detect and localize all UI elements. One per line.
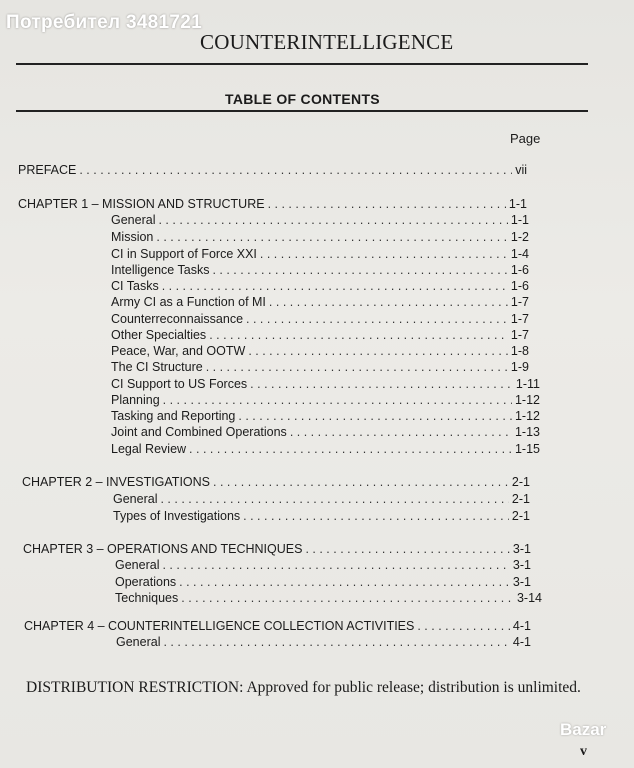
toc-entry-label: Legal Review [111, 442, 187, 456]
dot-leader [79, 162, 512, 178]
page-number: v [580, 744, 587, 759]
toc-entry-page: 3-14 [516, 591, 542, 605]
toc-entry-label: General [116, 635, 161, 649]
toc-entry-label: Peace, War, and OOTW [111, 344, 246, 358]
toc-entry-label: Joint and Combined Operations [111, 425, 287, 439]
heading-rule [16, 110, 588, 112]
toc-entry-page: 2-1 [511, 509, 530, 523]
toc-entry [111, 441, 540, 457]
toc-entry-chapter-2 [22, 474, 530, 490]
toc-entry-page: 1-2 [510, 230, 529, 244]
toc-entry-label: General [113, 492, 158, 506]
toc-entry-page: 1-7 [510, 312, 529, 326]
toc-entry [111, 424, 540, 440]
dot-leader [260, 246, 508, 262]
dot-leader [417, 618, 510, 634]
toc-entry-label: Planning [111, 393, 160, 407]
toc-entry-label: PREFACE [18, 163, 77, 177]
toc-entry [111, 327, 529, 343]
dot-leader [163, 392, 512, 408]
toc-entry [115, 557, 531, 573]
toc-entry-label: Tasking and Reporting [111, 409, 236, 423]
toc-entry-page: 1-13 [514, 425, 540, 439]
toc-entry-page: 1-11 [515, 377, 540, 391]
page-column-label: Page [510, 131, 541, 146]
toc-entry [111, 294, 529, 310]
toc-entry-page: 1-12 [514, 393, 540, 407]
toc-entry-label: CHAPTER 2 – INVESTIGATIONS [22, 475, 211, 489]
toc-entry-page: 1-7 [510, 295, 529, 309]
toc-heading: TABLE OF CONTENTS [225, 91, 380, 107]
toc-entry-label: CHAPTER 4 – COUNTERINTELLIGENCE COLLECTION ACTIVITIES [24, 619, 415, 633]
dot-leader [162, 557, 509, 573]
toc-entry-page: 3-1 [512, 575, 531, 589]
toc-entry-label: General [111, 213, 156, 227]
toc-entry-page: 2-1 [511, 492, 530, 506]
dot-leader [206, 359, 508, 375]
distribution-restriction: DISTRIBUTION RESTRICTION: Approved for public release; distribution is unlimited. [26, 679, 581, 696]
toc-entry-label: General [115, 558, 160, 572]
toc-entry [116, 634, 531, 650]
toc-entry-label: Types of Investigations [113, 509, 241, 523]
toc-entry-page: 1-9 [510, 360, 529, 374]
toc-entry [111, 212, 529, 228]
toc-entry-page: vii [515, 163, 527, 177]
dot-leader [268, 196, 506, 212]
toc-entry [111, 262, 529, 278]
dot-leader [160, 491, 508, 507]
document-title: COUNTERINTELLIGENCE [200, 30, 454, 54]
dot-leader [212, 262, 507, 278]
dot-leader [243, 508, 509, 524]
toc-entry [111, 278, 529, 294]
toc-entry-page: 1-8 [510, 344, 529, 358]
toc-entry [111, 246, 529, 262]
dot-leader [156, 229, 508, 245]
toc-entry-page: 3-1 [512, 558, 531, 572]
dot-leader [213, 474, 509, 490]
toc-entry-page: 1-1 [508, 197, 527, 211]
toc-entry-page: 4-1 [512, 619, 531, 633]
toc-entry [111, 392, 540, 408]
toc-entry-page: 1-4 [510, 247, 529, 261]
toc-entry-chapter-1 [18, 196, 527, 212]
dot-leader [163, 634, 509, 650]
toc-entry-page: 1-12 [514, 409, 540, 423]
toc-entry [111, 229, 529, 245]
toc-entry-page: 3-1 [512, 542, 531, 556]
dot-leader [238, 408, 512, 424]
dot-leader [158, 212, 507, 228]
toc-entry-page: 1-15 [514, 442, 540, 456]
toc-entry [111, 359, 529, 375]
toc-entry-chapter-3 [23, 541, 531, 557]
toc-entry-label: Army CI as a Function of MI [111, 295, 266, 309]
toc-entry-label: CHAPTER 3 – OPERATIONS AND TECHNIQUES [23, 542, 303, 556]
toc-entry-page: 4-1 [512, 635, 531, 649]
toc-entry-label: CI in Support of Force XXI [111, 247, 257, 261]
seller-watermark: Потребител 3481721 [6, 12, 203, 33]
toc-entry [111, 408, 540, 424]
toc-entry-label: CHAPTER 1 – MISSION AND STRUCTURE [18, 197, 265, 211]
title-rule [16, 63, 588, 65]
toc-entry-label: Intelligence Tasks [111, 263, 210, 277]
dot-leader [189, 441, 512, 457]
toc-entry-label: The CI Structure [111, 360, 203, 374]
toc-entry-label: CI Support to US Forces [111, 377, 248, 391]
toc-entry-page: 1-6 [510, 279, 529, 293]
toc-entry [111, 311, 529, 327]
toc-entry [111, 376, 540, 392]
dot-leader [305, 541, 509, 557]
toc-entry-label: Other Specialties [111, 328, 207, 342]
toc-entry-label: Operations [115, 575, 177, 589]
dot-leader [269, 294, 508, 310]
dot-leader [179, 574, 510, 590]
toc-entry [113, 491, 530, 507]
toc-entry-page: 1-6 [510, 263, 529, 277]
dot-leader [248, 343, 508, 359]
dot-leader [246, 311, 508, 327]
site-logo: Bazar [560, 720, 607, 739]
toc-entry-label: CI Tasks [111, 279, 159, 293]
toc-entry [113, 508, 530, 524]
dot-leader [250, 376, 513, 392]
dot-leader [181, 590, 514, 606]
toc-entry-label: Mission [111, 230, 154, 244]
toc-entry [115, 574, 531, 590]
toc-entry-label: Counterreconnaissance [111, 312, 244, 326]
toc-entry-page: 1-1 [510, 213, 529, 227]
dot-leader [290, 424, 512, 440]
dot-leader [162, 278, 508, 294]
toc-entry [111, 343, 529, 359]
toc-entry-page: 1-7 [510, 328, 529, 342]
dot-leader [209, 327, 508, 343]
toc-entry-label: Techniques [115, 591, 179, 605]
toc-entry [115, 590, 542, 606]
toc-entry-page: 2-1 [511, 475, 530, 489]
toc-entry-preface [18, 162, 527, 178]
toc-entry-chapter-4 [24, 618, 531, 634]
